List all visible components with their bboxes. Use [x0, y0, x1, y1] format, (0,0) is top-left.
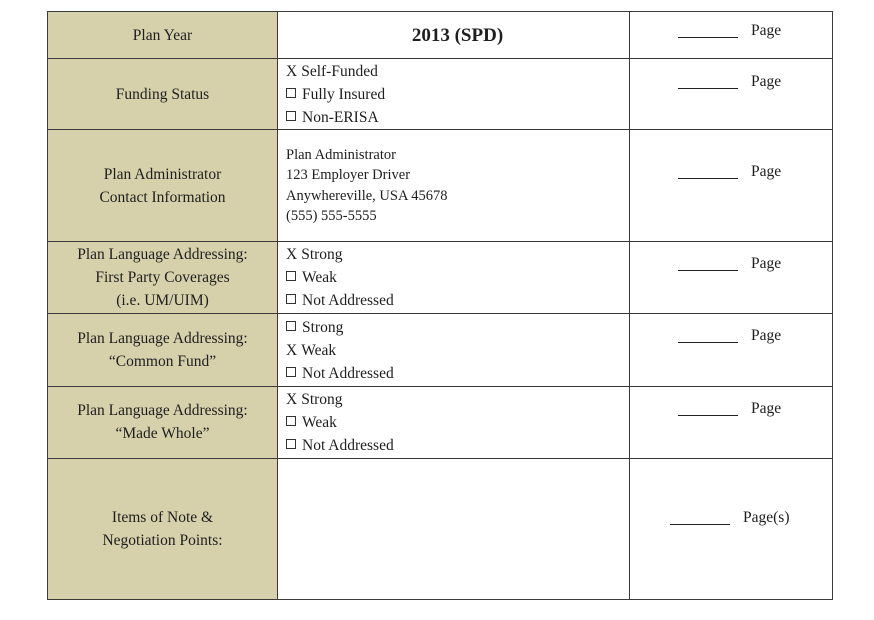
option-strong[interactable]: X Strong: [286, 246, 343, 264]
label-line: Plan Language Addressing:: [77, 330, 248, 348]
page-reference: [678, 327, 781, 345]
made-whole-options: [278, 386, 630, 458]
plan-administrator-contact: [278, 130, 630, 242]
label-line: Funding Status: [115, 85, 210, 103]
page-blank-line[interactable]: [678, 342, 738, 343]
items-of-note-field[interactable]: [278, 458, 630, 599]
checkbox-icon: [286, 439, 296, 449]
page-label: Page: [751, 73, 782, 91]
label-items-of-note: [48, 458, 278, 599]
page-blank-line[interactable]: [678, 415, 738, 416]
checkbox-icon: [286, 111, 296, 121]
row-funding-status: [48, 59, 833, 130]
label-line: (i.e. UM/UIM): [116, 292, 209, 310]
label-line: Items of Note &: [111, 508, 214, 526]
checkbox-icon: [286, 367, 296, 377]
pages-label: Page(s): [743, 508, 790, 526]
option-fully-insured[interactable]: Fully Insured: [286, 83, 629, 106]
plan-year-value: 2013 (SPD): [278, 12, 630, 59]
label-funding-status: [48, 59, 278, 130]
page-ref-cell: [630, 59, 833, 130]
option-weak[interactable]: Weak: [286, 411, 629, 434]
option-self-funded[interactable]: X Self-Funded: [286, 62, 378, 80]
row-first-party: [48, 242, 833, 314]
page-reference: [678, 163, 781, 181]
page-label: Page: [751, 22, 782, 39]
option-not-addressed[interactable]: Not Addressed: [286, 289, 629, 312]
checkbox-icon: [286, 416, 296, 426]
label-first-party: [48, 242, 278, 314]
page-ref-cell: [630, 242, 833, 314]
label-line: Plan Language Addressing:: [77, 402, 248, 420]
page-label: Page: [751, 327, 782, 345]
page-reference: [678, 22, 781, 40]
checkbox-icon: [286, 88, 296, 98]
first-party-options: [278, 242, 630, 314]
checkbox-icon: [286, 271, 296, 281]
admin-phone: (555) 555-5555: [286, 208, 377, 225]
label-plan-year: [48, 12, 278, 59]
checkbox-icon: [286, 294, 296, 304]
label-line: Plan Administrator: [103, 165, 222, 183]
checked-x-mark: X: [286, 390, 298, 408]
page-ref-cell: [630, 130, 833, 242]
page-label: Page: [751, 163, 782, 181]
option-not-addressed[interactable]: Not Addressed: [286, 362, 629, 385]
option-not-addressed[interactable]: Not Addressed: [286, 434, 629, 457]
label-line: “Common Fund”: [108, 353, 217, 371]
checked-x-mark: X: [286, 341, 298, 359]
plan-summary-table: [47, 11, 833, 600]
page-label: Page: [751, 399, 782, 417]
page-ref-cell: [630, 12, 833, 59]
option-weak[interactable]: Weak: [286, 266, 629, 289]
common-fund-options: [278, 314, 630, 386]
row-made-whole: [48, 386, 833, 458]
row-plan-administrator: [48, 130, 833, 242]
label-line: Plan Language Addressing:: [77, 246, 248, 264]
option-non-erisa[interactable]: Non-ERISA: [286, 106, 629, 129]
row-items-of-note: [48, 458, 833, 599]
page-reference: [678, 255, 781, 273]
page-blank-line[interactable]: [670, 524, 730, 525]
option-strong[interactable]: Strong: [286, 316, 629, 339]
row-plan-year: [48, 12, 833, 59]
option-weak[interactable]: X Weak: [286, 341, 337, 359]
page-reference: [678, 400, 781, 418]
label-line: Negotiation Points:: [102, 531, 223, 549]
page-ref-cell: [630, 314, 833, 386]
label-line: First Party Coverages: [95, 269, 230, 287]
admin-name: Plan Administrator: [286, 146, 396, 163]
page-blank-line[interactable]: [678, 270, 738, 271]
label-common-fund: [48, 314, 278, 386]
page-reference: [678, 73, 781, 91]
page-reference: [670, 509, 790, 527]
checkbox-icon: [286, 321, 296, 331]
label-line: Plan Year: [132, 26, 193, 44]
page-blank-line[interactable]: [678, 178, 738, 179]
label-plan-administrator: [48, 130, 278, 242]
checked-x-mark: X: [286, 62, 298, 80]
option-strong[interactable]: X Strong: [286, 390, 343, 408]
checked-x-mark: X: [286, 246, 298, 264]
label-line: Contact Information: [99, 188, 226, 206]
label-made-whole: [48, 386, 278, 458]
label-line: “Made Whole”: [115, 425, 210, 443]
page-label: Page: [751, 255, 782, 273]
page-ref-cell: [630, 386, 833, 458]
page-blank-line[interactable]: [678, 37, 738, 38]
row-common-fund: [48, 314, 833, 386]
admin-city: Anywhereville, USA 45678: [286, 187, 448, 204]
page-ref-cell: [630, 458, 833, 599]
page-blank-line[interactable]: [678, 88, 738, 89]
admin-street: 123 Employer Driver: [286, 167, 411, 184]
funding-status-options: [278, 59, 630, 130]
